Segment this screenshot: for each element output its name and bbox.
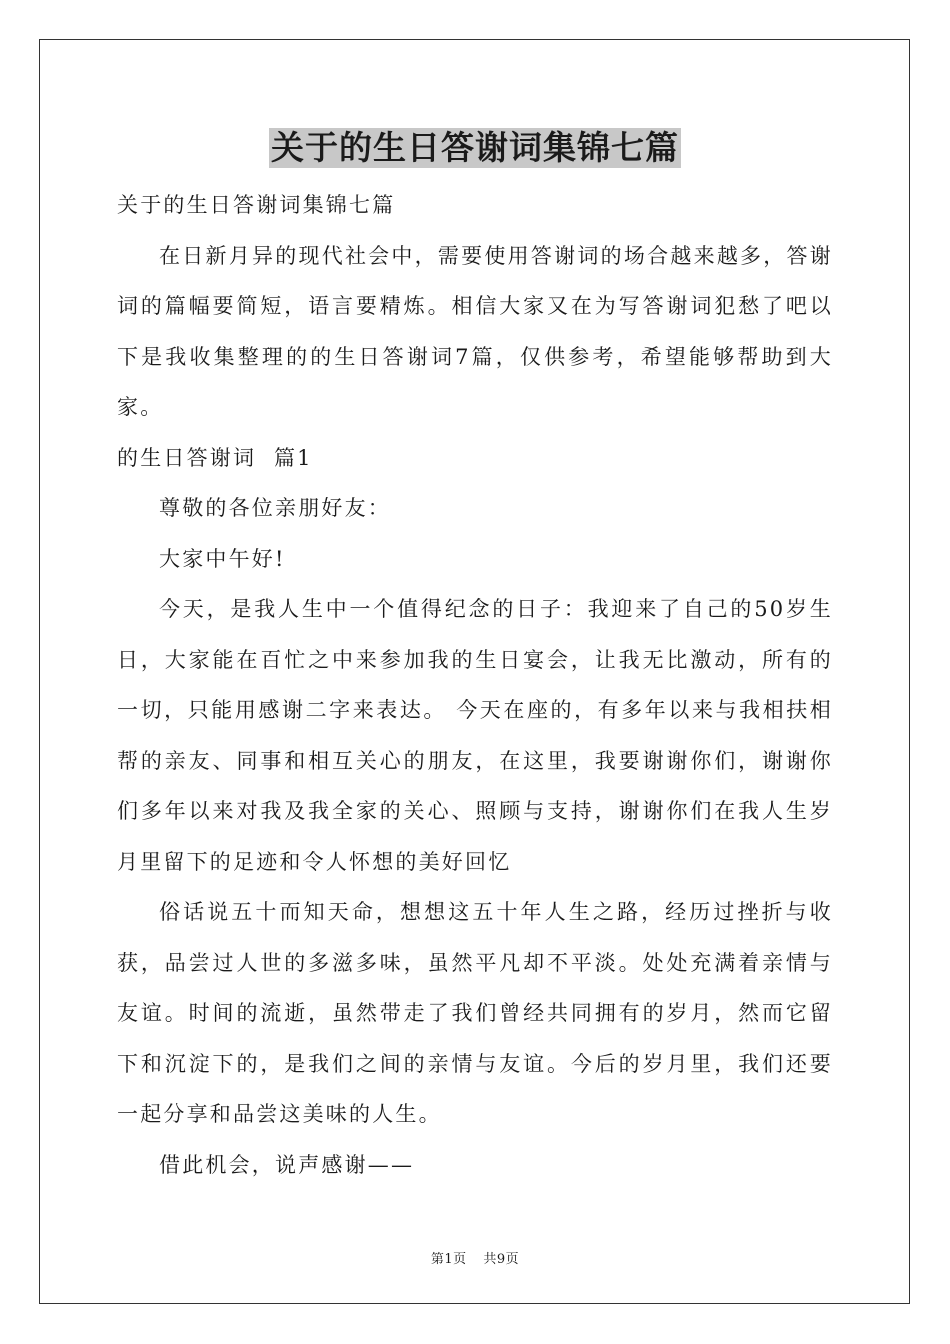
document-title: 关于的生日答谢词集锦七篇 bbox=[271, 128, 679, 167]
document-body bbox=[117, 180, 833, 1190]
title-block bbox=[0, 128, 950, 168]
greeting-line: 尊敬的各位亲朋好友： bbox=[159, 496, 391, 520]
body-paragraph-1: 今天，是我人生中一个值得纪念的日子：我迎来了自己的50岁生日，大家能在百忙之中来参加我的生日宴会，让我无比激动，所有的一切，只能用感谢二字来表达。 今天在座的，有多年以来与我相扶相帮的亲友、同事和相互关心的朋友，在这里，我要谢谢你们，谢谢你们多年以来对我及我全家的关心、照顾与支持，谢谢你们在我人生岁月里留下的足迹和令人怀想的美好回忆 bbox=[117, 597, 833, 874]
section-heading: 的生日答谢词 篇1 bbox=[117, 445, 313, 470]
page-total: 共9页 bbox=[483, 1252, 520, 1267]
intro-paragraph: 在日新月异的现代社会中，需要使用答谢词的场合越来越多，答谢词的篇幅要简短，语言要精炼。相信大家又在为写答谢词犯愁了吧以下是我收集整理的的生日答谢词7篇，仅供参考，希望能够帮助到大家。 bbox=[117, 243, 833, 419]
page-footer bbox=[0, 1248, 950, 1267]
body-paragraph-3: 借此机会，说声感谢—— bbox=[159, 1152, 415, 1177]
page-number: 第1页 bbox=[430, 1252, 467, 1267]
document-subtitle: 关于的生日答谢词集锦七篇 bbox=[117, 193, 396, 217]
body-paragraph-2: 俗话说五十而知天命，想想这五十年人生之路，经历过挫折与收获，品尝过人世的多滋多味，虽然平凡却不平淡。处处充满着亲情与友谊。时间的流逝，虽然带走了我们曾经共同拥有的岁月，然而它留下和沉淀下的，是我们之间的亲情与友谊。今后的岁月里，我们还要一起分享和品尝这美味的人生。 bbox=[117, 900, 833, 1126]
salutation-line: 大家中午好! bbox=[159, 546, 286, 571]
